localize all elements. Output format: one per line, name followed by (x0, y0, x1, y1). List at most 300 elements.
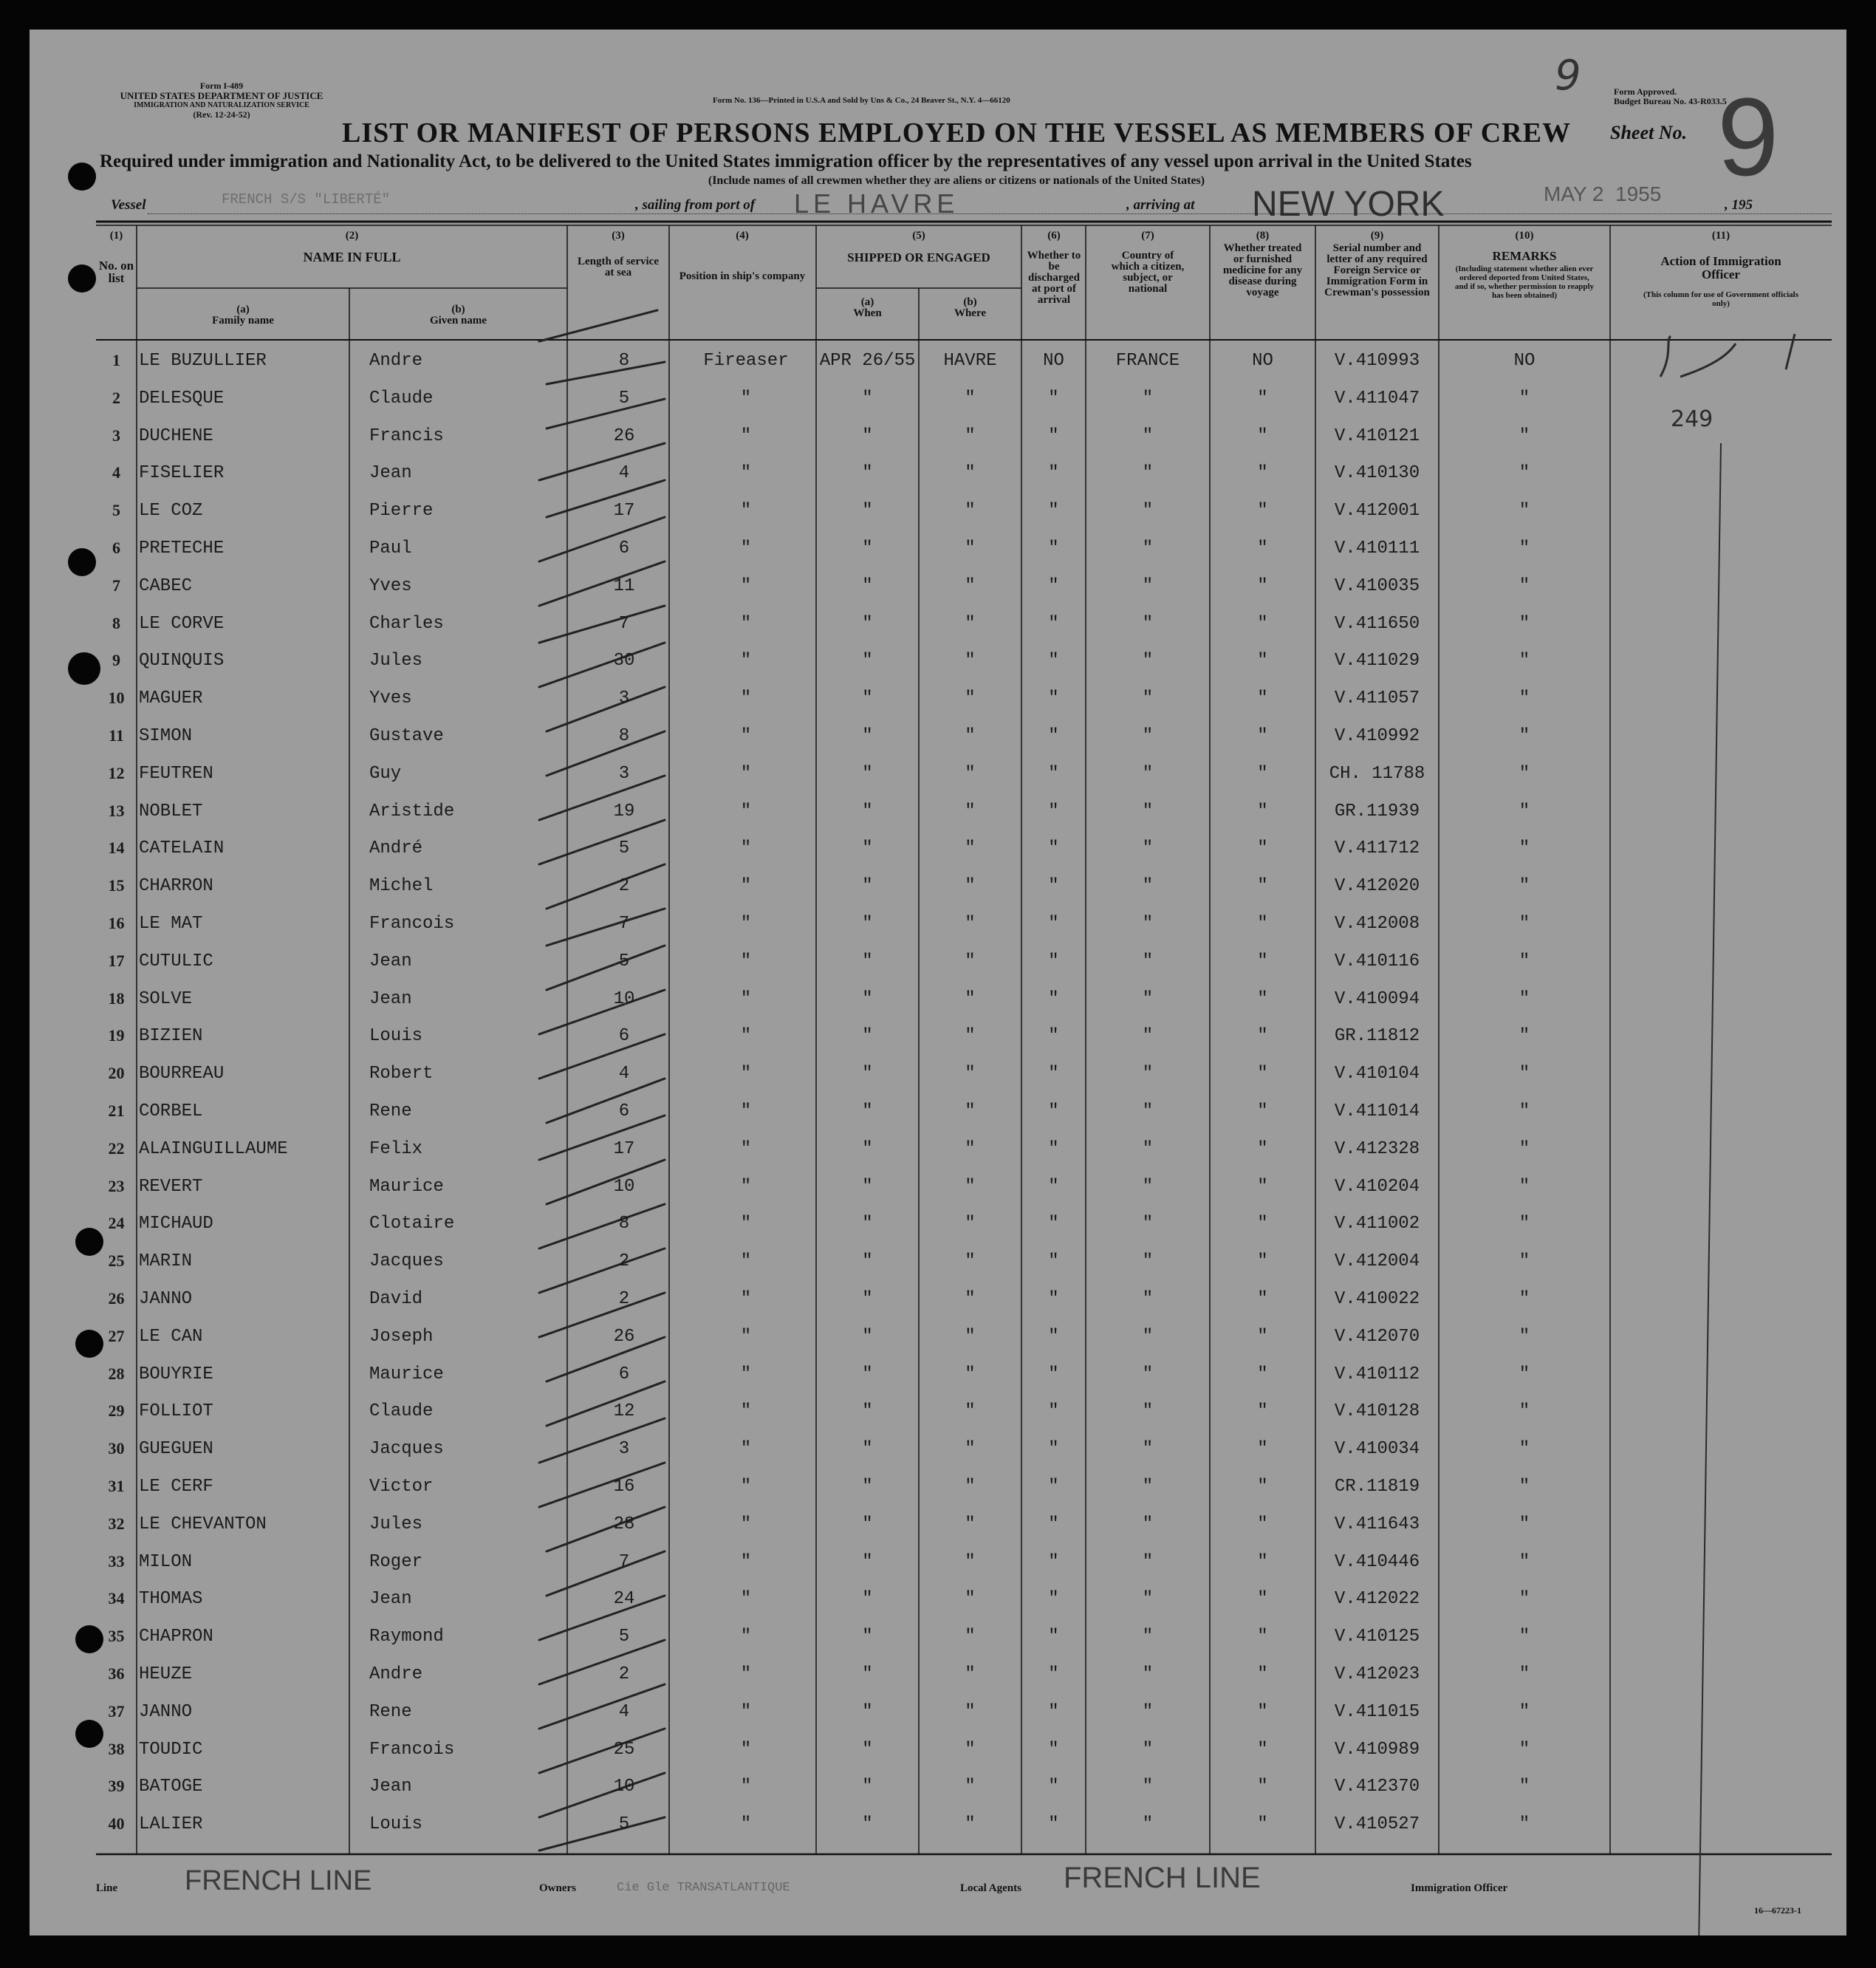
serial-number: V.411015 (1334, 1701, 1420, 1722)
shipped-where: " (965, 1026, 976, 1047)
col2b-header (349, 304, 567, 327)
family-name: MICHAUD (139, 1214, 213, 1234)
shipped-where: " (965, 1514, 976, 1534)
shipped-when: " (862, 1439, 873, 1460)
medicine-status: " (1257, 1664, 1268, 1684)
family-name: FEUTREN (139, 763, 213, 784)
discharge-status: " (1048, 951, 1059, 971)
table-row (96, 1244, 1832, 1281)
row-number: 1 (112, 351, 120, 369)
medicine-status: " (1257, 651, 1268, 672)
given-name: Francois (369, 914, 455, 934)
manifest-title: LIST OR MANIFEST OF PERSONS EMPLOYED ON THE VESSEL AS MEMBERS OF CREW (342, 117, 1571, 148)
col8-header (1211, 230, 1314, 298)
table-row (96, 1732, 1832, 1769)
medicine-status: " (1257, 1064, 1268, 1084)
shipped-where: " (965, 426, 976, 446)
serial-number: V.410094 (1334, 988, 1420, 1009)
medicine-status: " (1257, 1251, 1268, 1272)
family-name: LE BUZULLIER (139, 351, 267, 371)
discharge-status: " (1048, 1026, 1059, 1047)
citizenship: " (1142, 1214, 1154, 1234)
medicine-status: " (1257, 1701, 1268, 1722)
table-row (96, 1507, 1832, 1544)
serial-number: V.411002 (1334, 1214, 1420, 1234)
table-row (96, 1132, 1832, 1169)
shipped-where: " (965, 1251, 976, 1272)
service-years: 11 (613, 575, 635, 596)
row-number: 17 (108, 951, 125, 970)
service-years: 5 (618, 1814, 630, 1835)
service-years: 7 (618, 914, 630, 934)
table-row (96, 1056, 1832, 1093)
citizenship: " (1142, 951, 1154, 971)
citizenship: " (1142, 801, 1154, 821)
ship-position: " (740, 1814, 752, 1835)
service-years: 7 (618, 613, 630, 634)
citizenship: " (1142, 838, 1154, 859)
given-name: Victor (369, 1477, 434, 1497)
table-row (96, 1019, 1832, 1056)
discharge-status: " (1048, 1514, 1059, 1534)
discharge-status: " (1048, 651, 1059, 672)
service-years: 10 (613, 1777, 635, 1797)
col4-label: Position in ship's company (679, 270, 806, 282)
shipped-where: " (965, 1589, 976, 1610)
table-row (96, 1769, 1832, 1806)
ship-position: " (740, 1026, 752, 1047)
service-years: 2 (618, 1664, 630, 1684)
table-row (96, 344, 1832, 380)
ship-position: " (740, 763, 752, 784)
family-name: SOLVE (139, 988, 193, 1009)
department-name: UNITED STATES DEPARTMENT OF JUSTICE (120, 90, 323, 101)
serial-number: V.412004 (1334, 1251, 1420, 1272)
remarks: " (1519, 1477, 1530, 1497)
medicine-status: " (1257, 1514, 1268, 1534)
serial-number: V.411014 (1334, 1101, 1420, 1121)
discharge-status: " (1048, 726, 1059, 746)
discharge-status: " (1048, 1251, 1059, 1272)
serial-number: V.411712 (1334, 838, 1420, 859)
discharge-status: " (1048, 575, 1059, 596)
table-row (96, 1432, 1832, 1469)
discharge-status: " (1048, 876, 1059, 897)
citizenship: " (1142, 1326, 1154, 1347)
shipped-when: " (862, 1739, 873, 1760)
table-row (96, 1319, 1832, 1356)
row-number: 3 (112, 426, 120, 445)
service-years: 10 (613, 988, 635, 1009)
row-number: 33 (108, 1551, 125, 1571)
serial-number: V.410128 (1334, 1401, 1420, 1422)
family-name: CATELAIN (139, 838, 225, 859)
citizenship: " (1142, 1289, 1154, 1309)
medicine-status: " (1257, 1739, 1268, 1760)
shipped-where: " (965, 1364, 976, 1384)
citizenship: " (1142, 1777, 1154, 1797)
row-number: 30 (108, 1439, 125, 1458)
vessel-name: FRENCH S/S "LIBERTÉ" (222, 191, 391, 208)
ship-position: " (740, 1214, 752, 1234)
discharge-status: " (1048, 1627, 1059, 1647)
citizenship: " (1142, 876, 1154, 897)
service-years: 4 (618, 463, 630, 484)
service-years: 28 (613, 1514, 635, 1534)
ship-position: " (740, 1477, 752, 1497)
family-name: MARIN (139, 1251, 193, 1272)
row-number: 28 (108, 1364, 125, 1383)
punch-hole (68, 548, 96, 576)
service-years: 3 (618, 763, 630, 784)
medicine-status: " (1257, 463, 1268, 484)
service-years: 2 (618, 1251, 630, 1272)
citizenship: " (1142, 1401, 1154, 1422)
citizenship: " (1142, 1439, 1154, 1460)
serial-number: V.410116 (1334, 951, 1420, 971)
citizenship: " (1142, 1138, 1154, 1159)
row-number: 15 (108, 876, 125, 895)
citizenship: " (1142, 388, 1154, 409)
service-years: 12 (613, 1401, 635, 1422)
remarks: " (1519, 988, 1530, 1009)
discharge-status: " (1048, 763, 1059, 784)
col11-sub: (This column for use of Government officials only) (1643, 290, 1798, 308)
medicine-status: " (1257, 1214, 1268, 1234)
family-name: LE MAT (139, 914, 203, 934)
punch-hole (75, 1720, 103, 1748)
shipped-when: " (862, 1026, 873, 1047)
remarks: " (1519, 388, 1530, 409)
shipped-where: " (965, 838, 976, 859)
medicine-status: " (1257, 1551, 1268, 1572)
citizenship: " (1142, 914, 1154, 934)
medicine-status: " (1257, 1101, 1268, 1121)
shipped-where: " (965, 1138, 976, 1159)
given-name: Felix (369, 1138, 423, 1159)
remarks: " (1519, 1589, 1530, 1610)
ship-position: " (740, 539, 752, 558)
remarks: NO (1513, 351, 1536, 371)
shipped-where: " (965, 1739, 976, 1760)
shipped-when: " (862, 1064, 873, 1084)
col11-label: Action of Immigration Officer (1660, 254, 1781, 281)
service-years: 25 (613, 1739, 635, 1760)
medicine-status: " (1257, 914, 1268, 934)
row-number: 36 (108, 1664, 125, 1683)
ship-position: " (740, 1739, 752, 1760)
remarks: " (1519, 876, 1530, 897)
shipped-when: " (862, 575, 873, 596)
ship-position: " (740, 1326, 752, 1347)
medicine-status: " (1257, 613, 1268, 634)
vessel-label: Vessel (111, 197, 146, 213)
ship-position: " (740, 914, 752, 934)
citizenship: " (1142, 651, 1154, 672)
col5a-header (816, 297, 919, 319)
shipped-where: " (965, 763, 976, 784)
row-number: 20 (108, 1064, 125, 1083)
shipped-when: " (862, 1514, 873, 1534)
citizenship: " (1142, 763, 1154, 784)
date-stamp: MAY 2 1955 (1544, 182, 1662, 205)
shipped-when: " (862, 1101, 873, 1121)
service-years: 5 (618, 388, 630, 409)
service-years: 16 (613, 1477, 635, 1497)
ship-position: " (740, 1589, 752, 1610)
remarks: " (1519, 1627, 1530, 1647)
citizenship: " (1142, 988, 1154, 1009)
form-approved-label: Form Approved. (1614, 86, 1677, 97)
shipped-where: " (965, 1326, 976, 1347)
remarks: " (1519, 689, 1530, 709)
col7-header (1090, 230, 1205, 295)
row-number: 34 (108, 1589, 125, 1608)
remarks: " (1519, 951, 1530, 971)
shipped-where: " (965, 613, 976, 634)
shipped-when: " (862, 1627, 873, 1647)
serial-number: V.410112 (1334, 1364, 1420, 1384)
remarks: " (1519, 801, 1530, 821)
given-name: Francis (369, 426, 444, 446)
discharge-status: " (1048, 1364, 1059, 1384)
shipped-when: " (862, 1814, 873, 1835)
service-years: 10 (613, 1176, 635, 1197)
medicine-status: " (1257, 1326, 1268, 1347)
given-name: Jean (369, 1777, 412, 1797)
discharge-status: " (1048, 1326, 1059, 1347)
shipped-where: " (965, 1477, 976, 1497)
medicine-status: " (1257, 575, 1268, 596)
remarks: " (1519, 1101, 1530, 1121)
family-name: DUCHENE (139, 426, 213, 446)
family-name: LE CERF (139, 1477, 213, 1497)
given-name: André (369, 838, 423, 859)
col3-number: (3) (612, 230, 625, 242)
row-number: 4 (112, 463, 120, 482)
citizenship: " (1142, 501, 1154, 522)
medicine-status: " (1257, 1364, 1268, 1384)
serial-number: V.410204 (1334, 1176, 1420, 1197)
table-row (96, 1619, 1832, 1656)
given-name: Jean (369, 1589, 412, 1610)
remarks: " (1519, 651, 1530, 672)
medicine-status: " (1257, 801, 1268, 821)
given-name: Joseph (369, 1326, 434, 1347)
shipped-where: " (965, 539, 976, 558)
table-row (96, 1657, 1832, 1694)
family-name: BIZIEN (139, 1026, 203, 1047)
service-years: 5 (618, 951, 630, 971)
medicine-status: " (1257, 876, 1268, 897)
citizenship: " (1142, 1627, 1154, 1647)
family-name: REVERT (139, 1176, 203, 1197)
year-label: , 195 (1725, 197, 1753, 213)
serial-number: V.412022 (1334, 1589, 1420, 1610)
family-name: QUINQUIS (139, 651, 225, 672)
shipped-when: " (862, 1664, 873, 1684)
medicine-status: " (1257, 838, 1268, 859)
service-years: 26 (613, 1326, 635, 1347)
given-name: Francois (369, 1739, 455, 1760)
ship-position: " (740, 1664, 752, 1684)
row-number: 40 (108, 1814, 125, 1834)
given-name: Rene (369, 1701, 412, 1722)
family-name: LE CORVE (139, 613, 225, 634)
row-number: 14 (108, 838, 125, 858)
discharge-status: " (1048, 1701, 1059, 1722)
medicine-status: " (1257, 1777, 1268, 1797)
remarks: " (1519, 1439, 1530, 1460)
line-value: FRENCH LINE (185, 1865, 372, 1896)
row-number: 23 (108, 1176, 125, 1195)
shipped-where: HAVRE (943, 351, 997, 371)
col4-number: (4) (736, 230, 749, 242)
citizenship: " (1142, 1814, 1154, 1835)
col5b-number: (b) (963, 296, 977, 308)
punch-hole (68, 163, 96, 191)
table-row (96, 681, 1832, 718)
shipped-where: " (965, 1214, 976, 1234)
row-number: 8 (112, 613, 120, 632)
service-years: 6 (618, 1026, 630, 1047)
shipped-where: " (965, 575, 976, 596)
citizenship: " (1142, 1101, 1154, 1121)
service-years: 3 (618, 1439, 630, 1460)
col2a-label: Family name (212, 315, 274, 327)
form-number: Form I-489 (199, 81, 244, 91)
shipped-where: " (965, 1701, 976, 1722)
serial-number: CR.11819 (1334, 1477, 1420, 1497)
row-number: 6 (112, 539, 120, 557)
given-name: Charles (369, 613, 444, 634)
discharge-status: " (1048, 1777, 1059, 1797)
col7-label: Country of which a citizen, subject, or national (1111, 250, 1185, 295)
family-name: NOBLET (139, 801, 203, 821)
col10-label: REMARKS (1492, 249, 1557, 263)
family-name: JANNO (139, 1289, 193, 1309)
citizenship: " (1142, 426, 1154, 446)
row-number: 13 (108, 801, 125, 820)
given-name: Jean (369, 951, 412, 971)
serial-number: V.411029 (1334, 651, 1420, 672)
service-years: 6 (618, 1364, 630, 1384)
discharge-status: " (1048, 988, 1059, 1009)
required-notice: Required under immigration and Nationality Act, to be delivered to the United States immigration officer by the representatives of any vessel upon arrival in the United States (100, 151, 1472, 171)
shipped-where: " (965, 988, 976, 1009)
ship-position: Fireaser (703, 351, 789, 371)
remarks: " (1519, 1176, 1530, 1197)
serial-number: V.411047 (1334, 388, 1420, 409)
col8-label: Whether treated or furnished medicine for any disease during voyage (1222, 242, 1303, 298)
serial-number: V.410992 (1334, 726, 1420, 746)
given-name: Jean (369, 463, 412, 484)
discharge-status: " (1048, 1401, 1059, 1422)
ship-position: " (740, 388, 752, 409)
discharge-status: " (1048, 388, 1059, 409)
citizenship: " (1142, 1251, 1154, 1272)
remarks: " (1519, 838, 1530, 859)
service-years: 24 (613, 1589, 635, 1610)
family-name: HEUZE (139, 1664, 193, 1684)
ship-position: " (740, 876, 752, 897)
table-row (96, 1807, 1832, 1844)
col11-number: (11) (1711, 230, 1730, 242)
ship-position: " (740, 651, 752, 672)
col10-header (1442, 230, 1607, 300)
discharge-status: " (1048, 1589, 1059, 1610)
serial-number: V.410104 (1334, 1064, 1420, 1084)
table-row (96, 906, 1832, 943)
remarks: " (1519, 1026, 1530, 1047)
remarks: " (1519, 914, 1530, 934)
shipped-when: " (862, 1176, 873, 1197)
shipped-where: " (965, 1401, 976, 1422)
arriving-label: , arriving at (1126, 197, 1195, 213)
col5-number: (5) (912, 230, 925, 242)
punch-hole (75, 1228, 103, 1256)
given-name: Claude (369, 388, 434, 409)
shipped-where: " (965, 1551, 976, 1572)
shipped-where: " (965, 1064, 976, 1084)
shipped-where: " (965, 501, 976, 522)
service-years: 26 (613, 426, 635, 446)
col2a-header (137, 304, 349, 327)
discharge-status: " (1048, 1477, 1059, 1497)
serial-number: V.412023 (1334, 1664, 1420, 1684)
citizenship: " (1142, 1589, 1154, 1610)
col2-header (137, 230, 567, 263)
serial-number: V.410034 (1334, 1439, 1420, 1460)
shipped-when: " (862, 1701, 873, 1722)
remarks: " (1519, 539, 1530, 558)
family-name: LE COZ (139, 501, 203, 522)
family-name: JANNO (139, 1701, 193, 1722)
revision-date: (Rev. 12-24-52) (193, 109, 250, 120)
service-years: 8 (618, 1214, 630, 1234)
serial-number: V.410125 (1334, 1627, 1420, 1647)
col9-label: Serial number and letter of any required Foreign Service or Immigration Form in Crewman's possession (1324, 242, 1430, 298)
serial-number: V.410111 (1334, 539, 1420, 558)
col2b-number: (b) (451, 304, 465, 315)
shipped-where: " (965, 951, 976, 971)
row-number: 2 (112, 388, 120, 407)
table-row (96, 1582, 1832, 1619)
row-number: 19 (108, 1026, 125, 1045)
ship-position: " (740, 988, 752, 1009)
citizenship: " (1142, 1701, 1154, 1722)
service-years: 8 (618, 351, 630, 371)
serial-number: GR.11812 (1334, 1026, 1420, 1047)
remarks: " (1519, 726, 1530, 746)
shipped-where: " (965, 1101, 976, 1121)
shipped-when: " (862, 1777, 873, 1797)
service-years: 17 (613, 1138, 635, 1159)
ship-position: " (740, 1401, 752, 1422)
shipped-when: " (862, 388, 873, 409)
given-name: Pierre (369, 501, 434, 522)
given-name: Andre (369, 351, 423, 371)
shipped-where: " (965, 1664, 976, 1684)
discharge-status: NO (1043, 351, 1064, 371)
ship-position: " (740, 1627, 752, 1647)
medicine-status: " (1257, 1589, 1268, 1610)
table-row (96, 794, 1832, 831)
shipped-when: " (862, 838, 873, 859)
table-row (96, 1695, 1832, 1732)
agents-label: Local Agents (960, 1882, 1021, 1894)
ship-position: " (740, 1439, 752, 1460)
